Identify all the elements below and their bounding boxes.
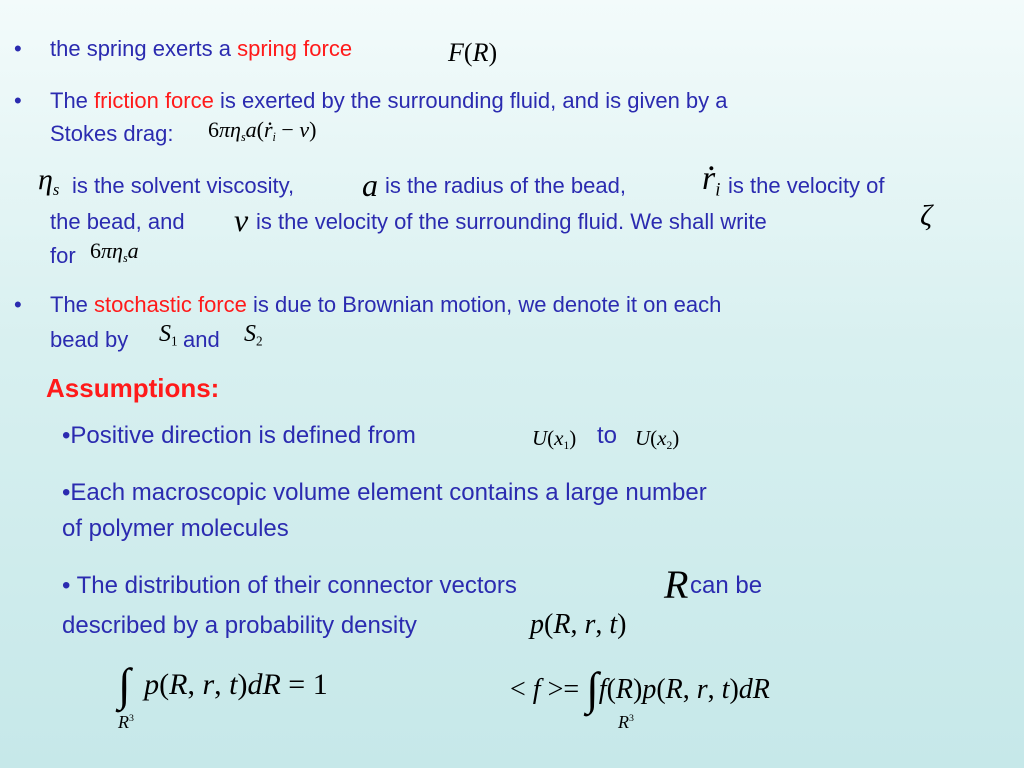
text: is the velocity of	[728, 173, 885, 198]
bullet-3-and	[183, 328, 220, 352]
text: the spring exerts a	[50, 36, 238, 61]
bullet-marker: •	[14, 292, 22, 317]
p-R-r-t-symbol: p(R, r, t)	[530, 609, 627, 640]
U-x2-symbol: $U(x_2)$	[635, 426, 680, 453]
v-symbol: v	[234, 202, 249, 238]
text: to	[597, 422, 618, 449]
text: The	[50, 88, 95, 113]
r-dot-i-symbol: r $._i$	[702, 160, 720, 202]
assumption-3-line2	[62, 613, 417, 639]
equation-normalization: ∫ p(R, r, t)dR = 1	[118, 659, 328, 710]
eta-line2-a	[50, 210, 185, 234]
heading-text: Assumptions:	[46, 373, 220, 403]
text: is exerted by the surrounding fluid, and is given by a	[213, 88, 728, 113]
a-symbol: a	[362, 167, 378, 203]
formula-6pi-eta-a: $6\pi\eta_sa$	[90, 238, 139, 266]
text: and	[183, 327, 220, 352]
text: The	[50, 292, 95, 317]
bullet-marker: •	[14, 88, 22, 113]
equation-average: < f >= ∫f(R)p(R, r, t)dR	[510, 663, 770, 714]
bullet-2-line1	[50, 89, 728, 113]
eta-line1-a	[72, 174, 294, 198]
bullet-2-line2	[50, 122, 174, 146]
eta-line2-b	[256, 210, 767, 234]
text: can be	[690, 572, 763, 599]
eta-line3-a	[50, 244, 76, 268]
assumption-3-line1	[62, 573, 517, 599]
bullet-3-line2	[50, 328, 128, 352]
formula-stokes-drag: $6\pi\eta_sa(r$ $._i - v$)	[208, 117, 316, 145]
text: described by a probability density	[62, 612, 417, 639]
bullet-1	[14, 37, 22, 61]
text: for	[50, 243, 76, 268]
eta-line1-b	[385, 174, 626, 198]
bullet-marker: •	[14, 36, 22, 61]
text: Stokes drag:	[50, 121, 174, 146]
assumption-1	[62, 423, 416, 449]
text: of polymer molecules	[62, 515, 289, 542]
stochastic-force-term: stochastic force	[94, 292, 247, 317]
equation-average-domain: $R^3$	[618, 712, 634, 732]
eta-s-symbol: $\eta_s$	[38, 163, 60, 199]
assumption-3-line1-b	[690, 573, 762, 599]
text: bead by	[50, 327, 129, 352]
S2-symbol: $S_2$	[244, 321, 263, 349]
bullet-2	[14, 89, 22, 113]
zeta-symbol: ζ	[920, 199, 933, 232]
formula-F-R: F(R)	[448, 38, 498, 67]
U-x1-symbol: $U(x_1)$	[532, 426, 577, 453]
text: •Positive direction is defined from	[62, 422, 416, 449]
text: •Each macroscopic volume element contains a large number	[62, 479, 707, 506]
friction-force-term: friction force	[94, 88, 214, 113]
eta-line1-c	[728, 174, 885, 198]
text: is the radius of the bead,	[385, 173, 626, 198]
text: is the solvent viscosity,	[72, 173, 295, 198]
bullet-3	[14, 293, 22, 317]
assumption-1-to	[597, 423, 617, 449]
assumption-2-line2	[62, 516, 289, 542]
text: • The distribution of their connector vectors	[62, 572, 517, 599]
text: is due to Brownian motion, we denote it on each	[246, 292, 722, 317]
S1-symbol: $S_1$	[159, 321, 178, 349]
bullet-1-text	[50, 37, 352, 61]
text: the bead, and	[50, 209, 185, 234]
text: is the velocity of the surrounding fluid. We shall write	[256, 209, 767, 234]
assumption-2-line1	[62, 480, 707, 506]
assumptions-heading	[46, 373, 219, 404]
R-symbol: R	[664, 562, 689, 607]
equation-normalization-domain: $R^3$	[118, 712, 134, 732]
bullet-3-line1	[50, 293, 721, 317]
spring-force-term: spring force	[237, 36, 353, 61]
